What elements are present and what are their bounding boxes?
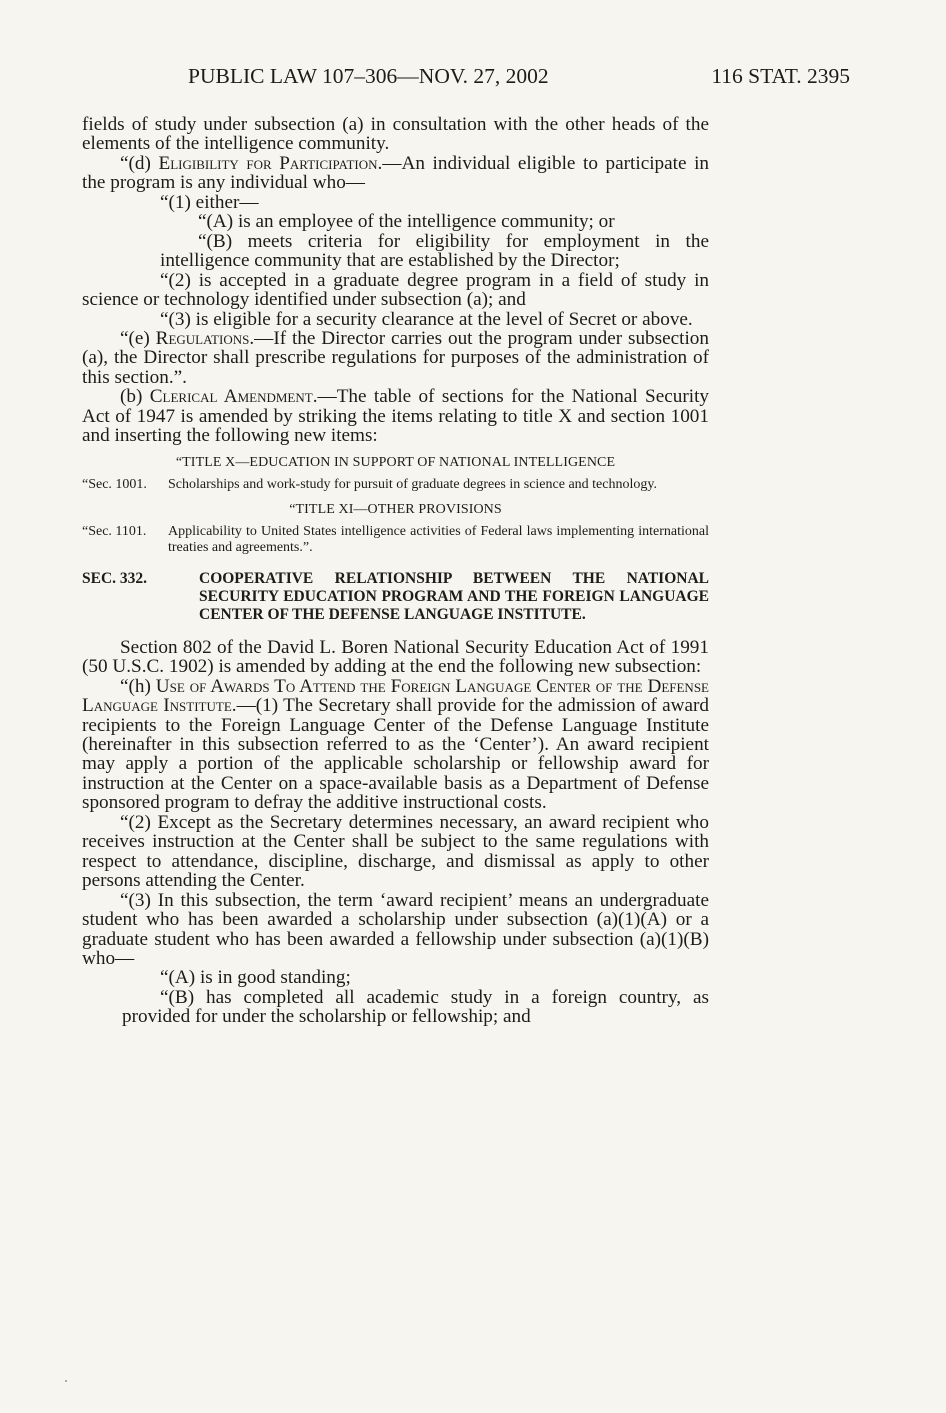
subsection-h [82,677,709,813]
subparagraph-hB: “(B) has completed all academic study in a foreign country, as provided for under the scholarship or fellowship; and [122,986,709,1028]
toc-entry-text: Applicability to United States intelligence activities of Federal laws implementing international treaties and agreements.”. [168,523,709,555]
paragraph-h2: “(2) Except as the Secretary determines necessary, an award recipient who receives instruction at the Center shall be subject to the same regulations with respect to attendance, discipline, discharge, and dismissal as apply to other persons attending the Center. [82,811,709,892]
subparagraph-dB: “(B) meets criteria for eligibility for employment in the intelligence community that are established by the Director; [160,230,709,272]
subsection-e-text: .—If the Director carries out the program under subsection (a), the Director shall prescribe regulations for purposes of the administration of this section.”. [82,327,709,388]
subsection-h-marker: “(h) [120,675,156,697]
subsection-h-heading: Use of Awards To Attend the Foreign Language Center of the Defense Language Institute [82,675,709,717]
subsection-b-marker: (b) [120,386,150,408]
subsection-b-heading: Clerical Amendment [149,386,313,408]
toc-entry-1101 [82,524,709,556]
subparagraph-hA: “(A) is in good standing; [160,967,351,989]
scan-speck [65,1380,67,1382]
subsection-d-text: .—An individual eligible to participate in the program is any individual who— [82,152,710,194]
public-law-citation: PUBLIC LAW 107–306—NOV. 27, 2002 [188,64,549,88]
toc-entry-1001 [82,477,709,493]
toc-title-xi: “TITLE XI—OTHER PROVISIONS [289,501,502,517]
paragraph-continuation: fields of study under subsection (a) in consultation with the other heads of the elements of the intelligence community. [82,114,709,155]
subsection-d [82,154,709,193]
section-title: COOPERATIVE RELATIONSHIP BETWEEN THE NATIONAL SECURITY EDUCATION PROGRAM AND THE FOREIGN LANGUAGE CENTER OF THE DEFENSE LANGUAGE INSTITUTE. [199,569,709,623]
section-heading [82,570,709,624]
document-body [82,115,709,1027]
paragraph-d1: “(1) either— [160,191,259,213]
paragraph-d3: “(3) is eligible for a security clearance at the level of Secret or above. [160,308,693,330]
statute-page-number: 116 STAT. 2395 [711,64,850,88]
toc-entry-number: “Sec. 1101. [82,523,147,539]
toc-entry-number: “Sec. 1001. [82,476,147,492]
subsection-h-text: .—(1) The Secretary shall provide for the admission of award recipients to the Foreign Language Center of the Defense Language Institute (hereinafter in this subsection referred to as the ‘Center’). An award recipient may apply a portion of the applicable scholarship or fellowship award for instruction at the Center on a space-available basis as a Department of Defense sponsored program to defray the additive instructional costs. [82,695,710,814]
subsection-d-heading: Eligibility for Participation [158,152,378,174]
subsection-e-marker: “(e) [120,327,156,349]
section-number: SEC. 332. [82,569,148,587]
subsection-e [82,329,709,387]
subsection-d-marker: “(d) [120,152,159,174]
table-of-sections [82,455,709,556]
paragraph-h3: “(3) In this subsection, the term ‘award recipient’ means an undergraduate student who has been awarded a scholarship under subsection (a)(1)(A) or a graduate student who has been awarded a fellowship under subsection (a)(1)(B) who— [82,889,709,969]
subsection-b-text: .—The table of sections for the National Security Act of 1947 is amended by striking the items relating to title X and section 1001 and inserting the following new items: [82,386,709,447]
section-intro: Section 802 of the David L. Boren National Security Education Act of 1991 (50 U.S.C. 1902) is amended by adding at the end the following new subsection: [82,636,709,678]
subsection-e-heading: Regulations [155,327,250,349]
subparagraph-dA: “(A) is an employee of the intelligence community; or [198,211,615,233]
paragraph-d2: “(2) is accepted in a graduate degree program in a field of study in science or technology identified under subsection (a); and [82,269,709,311]
page-header [188,64,850,94]
toc-entry-text: Scholarships and work-study for pursuit of graduate degrees in science and technology. [168,476,657,492]
subsection-b [82,387,709,445]
toc-title-x: “TITLE X—EDUCATION IN SUPPORT OF NATIONAL INTELLIGENCE [175,454,616,470]
